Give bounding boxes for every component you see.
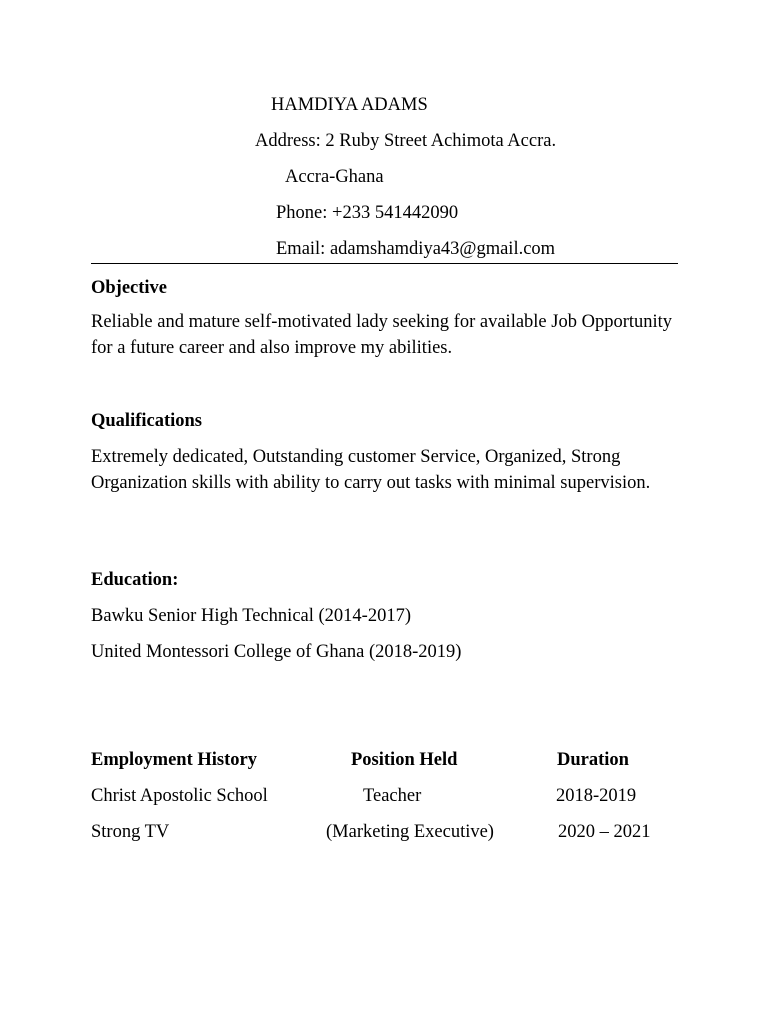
employment-header-duration: Duration xyxy=(557,750,629,770)
qualifications-heading: Qualifications xyxy=(91,411,203,431)
education-item: Bawku Senior High Technical (2014-2017) xyxy=(91,606,411,626)
employment-header-company: Employment History xyxy=(91,750,257,770)
candidate-name: HAMDIYA ADAMS xyxy=(271,95,428,115)
email-line: Email: adamshamdiya43@gmail.com xyxy=(276,239,556,259)
employment-row-position: Teacher xyxy=(363,786,422,806)
objective-text: Reliable and mature self-motivated lady seeking for available Job Opportunity for a future career and also improve my abilities. xyxy=(91,312,673,358)
employment-row-duration: 2018-2019 xyxy=(556,786,637,806)
employment-row-duration: 2020 – 2021 xyxy=(558,822,651,842)
objective-heading: Objective xyxy=(91,278,168,298)
employment-row-position: (Marketing Executive) xyxy=(326,822,494,842)
city-line: Accra-Ghana xyxy=(285,167,384,187)
phone-line: Phone: +233 541442090 xyxy=(276,203,459,223)
employment-row-company: Christ Apostolic School xyxy=(91,786,268,806)
address-line: Address: 2 Ruby Street Achimota Accra. xyxy=(255,131,557,151)
employment-header-position: Position Held xyxy=(351,750,458,770)
qualifications-text: Extremely dedicated, Outstanding customer Service, Organized, Strong Organization skills with ability to carry out tasks with minimal supervision. xyxy=(91,447,651,493)
education-heading: Education: xyxy=(91,570,179,590)
employment-row-company: Strong TV xyxy=(91,822,170,842)
header-divider xyxy=(91,263,678,264)
education-item: United Montessori College of Ghana (2018-2019) xyxy=(91,642,462,662)
